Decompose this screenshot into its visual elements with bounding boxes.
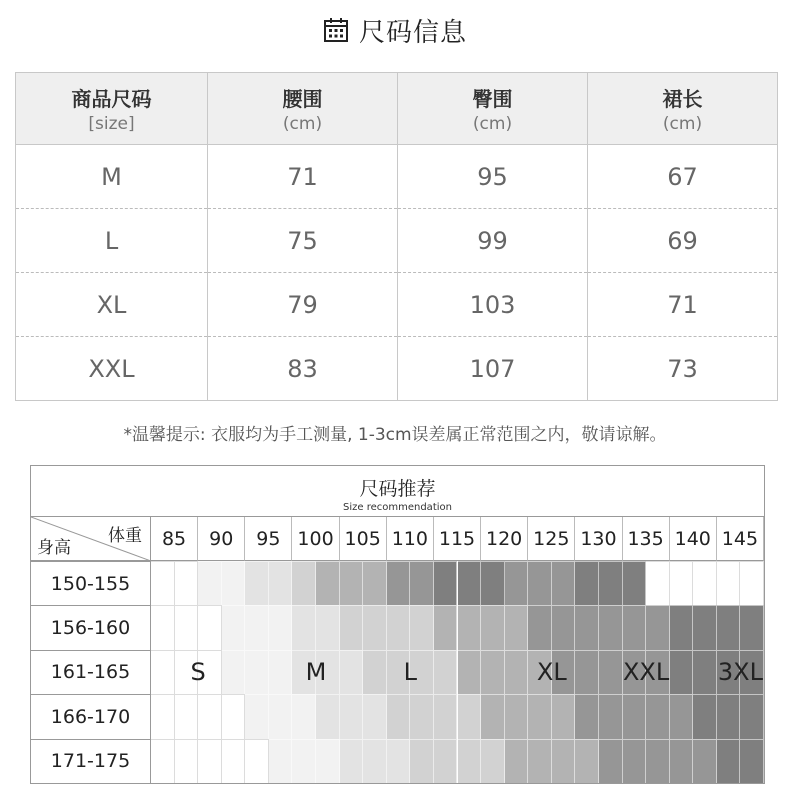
grid-cell xyxy=(575,694,599,738)
grid-cell xyxy=(458,605,482,649)
grid-cell xyxy=(599,739,623,783)
weight-header: 90 xyxy=(198,517,245,561)
grid-cell xyxy=(505,605,529,649)
grid-cell xyxy=(458,561,482,605)
grid-cell xyxy=(623,694,647,738)
weight-header: 115 xyxy=(434,517,481,561)
grid-cell xyxy=(717,561,741,605)
weight-header: 110 xyxy=(387,517,434,561)
grid-cell xyxy=(175,739,199,783)
grid-cell xyxy=(222,605,246,649)
grid-cell xyxy=(670,650,694,694)
grid-cell xyxy=(363,739,387,783)
grid-cell xyxy=(481,650,505,694)
grid-cell xyxy=(646,561,670,605)
grid-cell xyxy=(740,694,764,738)
calendar-icon xyxy=(323,17,349,43)
grid-cell xyxy=(245,739,269,783)
grid-cell xyxy=(316,605,340,649)
grid-cell xyxy=(693,605,717,649)
grid-cell xyxy=(599,605,623,649)
table-cell: 103 xyxy=(398,273,588,337)
grid-cell xyxy=(222,739,246,783)
grid-cell xyxy=(458,694,482,738)
table-row xyxy=(16,337,778,401)
weight-header: 145 xyxy=(717,517,764,561)
grid-cell xyxy=(505,739,529,783)
grid-cell xyxy=(646,739,670,783)
grid-cell xyxy=(575,650,599,694)
grid-cell xyxy=(434,605,458,649)
grid-cell xyxy=(693,650,717,694)
table-cell: 71 xyxy=(588,273,778,337)
grid-cell xyxy=(269,739,293,783)
grid-cell xyxy=(410,561,434,605)
table-cell: 67 xyxy=(588,145,778,209)
grid-cell xyxy=(387,605,411,649)
table-cell: 107 xyxy=(398,337,588,401)
height-header: 171-175 xyxy=(31,739,151,783)
height-header: 161-165 xyxy=(31,650,151,694)
grid-cell xyxy=(717,739,741,783)
grid-cell xyxy=(292,739,316,783)
grid-cell xyxy=(245,694,269,738)
size-table-header xyxy=(16,73,778,145)
grid-cell xyxy=(740,605,764,649)
grid-cell xyxy=(528,694,552,738)
weight-header: 120 xyxy=(481,517,528,561)
grid-cell xyxy=(363,650,387,694)
grid-cell xyxy=(670,605,694,649)
grid-cell xyxy=(151,694,175,738)
grid-cell xyxy=(269,694,293,738)
weight-header: 135 xyxy=(623,517,670,561)
grid-cell xyxy=(717,605,741,649)
grid-cell xyxy=(740,739,764,783)
weight-header: 125 xyxy=(528,517,575,561)
weight-label: 体重 xyxy=(108,526,142,546)
table-cell: XXL xyxy=(16,337,208,401)
grid-cell xyxy=(222,650,246,694)
column-header: 商品尺码 [size] xyxy=(16,73,208,145)
grid-cell xyxy=(740,561,764,605)
grid-cell xyxy=(316,561,340,605)
grid-cell xyxy=(434,739,458,783)
grid-cell xyxy=(623,561,647,605)
table-cell: 69 xyxy=(588,209,778,273)
grid-cell xyxy=(646,605,670,649)
grid-cell xyxy=(505,561,529,605)
grid-cell xyxy=(481,605,505,649)
grid-cell xyxy=(269,650,293,694)
grid-cell xyxy=(410,739,434,783)
grid-cell xyxy=(528,561,552,605)
recommendation-title xyxy=(31,466,764,517)
column-header: 臀围 (cm) xyxy=(398,73,588,145)
grid-cell xyxy=(151,605,175,649)
grid-cell xyxy=(151,561,175,605)
column-header: 腰围 (cm) xyxy=(208,73,398,145)
grid-cell xyxy=(222,694,246,738)
grid-cell xyxy=(481,561,505,605)
grid-cell xyxy=(481,739,505,783)
grid-cell xyxy=(458,650,482,694)
grid-cell xyxy=(528,605,552,649)
grid-cell xyxy=(623,605,647,649)
grid-cell xyxy=(245,650,269,694)
page-title: 尺码信息 xyxy=(358,17,467,48)
size-label: XXL xyxy=(622,658,670,686)
grid-cell xyxy=(363,605,387,649)
grid-cell xyxy=(316,739,340,783)
grid-cell xyxy=(340,561,364,605)
height-header: 156-160 xyxy=(31,605,151,649)
size-label: XL xyxy=(536,658,567,686)
grid-cell xyxy=(575,739,599,783)
size-label: S xyxy=(190,658,206,686)
grid-cell xyxy=(575,605,599,649)
grid-cell xyxy=(198,561,222,605)
weight-header: 95 xyxy=(245,517,292,561)
grid-cell xyxy=(599,694,623,738)
grid-cell xyxy=(387,739,411,783)
height-header: 150-155 xyxy=(31,561,151,605)
grid-cell xyxy=(292,605,316,649)
size-label: L xyxy=(403,658,418,686)
grid-cell xyxy=(340,694,364,738)
table-cell: 73 xyxy=(588,337,778,401)
grid-cell xyxy=(575,561,599,605)
table-cell: 99 xyxy=(398,209,588,273)
size-label: M xyxy=(305,658,327,686)
grid-cell xyxy=(316,694,340,738)
grid-cell xyxy=(363,561,387,605)
grid-cell xyxy=(292,694,316,738)
table-cell: 95 xyxy=(398,145,588,209)
size-recommendation-table xyxy=(30,465,765,784)
table-row xyxy=(16,145,778,209)
grid-cell xyxy=(151,650,175,694)
recommendation-subtitle: Size recommendation xyxy=(343,502,452,513)
table-cell: M xyxy=(16,145,208,209)
grid-cell xyxy=(245,605,269,649)
grid-cell xyxy=(434,694,458,738)
grid-cell xyxy=(198,605,222,649)
table-cell: 71 xyxy=(208,145,398,209)
grid-cell xyxy=(693,694,717,738)
grid-cell xyxy=(552,739,576,783)
weight-header: 85 xyxy=(151,517,198,561)
page-header xyxy=(0,10,790,50)
grid-cell xyxy=(269,605,293,649)
grid-cell xyxy=(528,739,552,783)
grid-cell xyxy=(269,561,293,605)
grid-cell xyxy=(222,561,246,605)
height-label: 身高 xyxy=(37,538,71,558)
weight-header: 105 xyxy=(340,517,387,561)
grid-cell xyxy=(198,739,222,783)
grid-cell xyxy=(599,561,623,605)
grid-cell xyxy=(175,561,199,605)
grid-cell xyxy=(481,694,505,738)
grid-cell xyxy=(670,739,694,783)
grid-cell xyxy=(387,694,411,738)
grid-cell xyxy=(340,605,364,649)
grid-cell xyxy=(670,694,694,738)
grid-cell xyxy=(646,694,670,738)
table-cell: XL xyxy=(16,273,208,337)
grid-cell xyxy=(175,605,199,649)
grid-cell xyxy=(340,650,364,694)
table-row xyxy=(16,273,778,337)
column-header: 裙长 (cm) xyxy=(588,73,778,145)
weight-header: 130 xyxy=(575,517,622,561)
grid-cell xyxy=(175,694,199,738)
grid-cell xyxy=(458,739,482,783)
grid-cell xyxy=(552,694,576,738)
measurement-note: *温馨提示: 衣服均为手工测量, 1-3cm误差属正常范围之内，敬请谅解。 xyxy=(123,425,667,445)
grid-cell xyxy=(505,694,529,738)
grid-cell xyxy=(340,739,364,783)
grid-cell xyxy=(717,694,741,738)
size-label: 3XL xyxy=(717,658,763,686)
weight-header: 140 xyxy=(670,517,717,561)
grid-cell xyxy=(693,739,717,783)
grid-cell xyxy=(410,605,434,649)
grid-cell xyxy=(434,561,458,605)
height-header: 166-170 xyxy=(31,694,151,738)
grid-cell xyxy=(552,605,576,649)
grid-cell xyxy=(151,739,175,783)
size-table xyxy=(15,72,778,401)
grid-cell xyxy=(434,650,458,694)
grid-cell xyxy=(505,650,529,694)
table-row xyxy=(16,209,778,273)
grid-cell xyxy=(693,561,717,605)
table-cell: 83 xyxy=(208,337,398,401)
grid-cell xyxy=(410,694,434,738)
grid-cell xyxy=(198,694,222,738)
weight-header: 100 xyxy=(292,517,339,561)
grid-cell xyxy=(245,561,269,605)
recommendation-title-text: 尺码推荐 xyxy=(359,478,436,500)
grid-cell xyxy=(623,739,647,783)
table-cell: 79 xyxy=(208,273,398,337)
grid-cell xyxy=(387,561,411,605)
table-cell: 75 xyxy=(208,209,398,273)
grid-cell xyxy=(599,650,623,694)
grid-cell xyxy=(292,561,316,605)
table-cell: L xyxy=(16,209,208,273)
grid-cell xyxy=(670,561,694,605)
grid-cell xyxy=(552,561,576,605)
corner-header xyxy=(31,517,151,561)
grid-cell xyxy=(363,694,387,738)
